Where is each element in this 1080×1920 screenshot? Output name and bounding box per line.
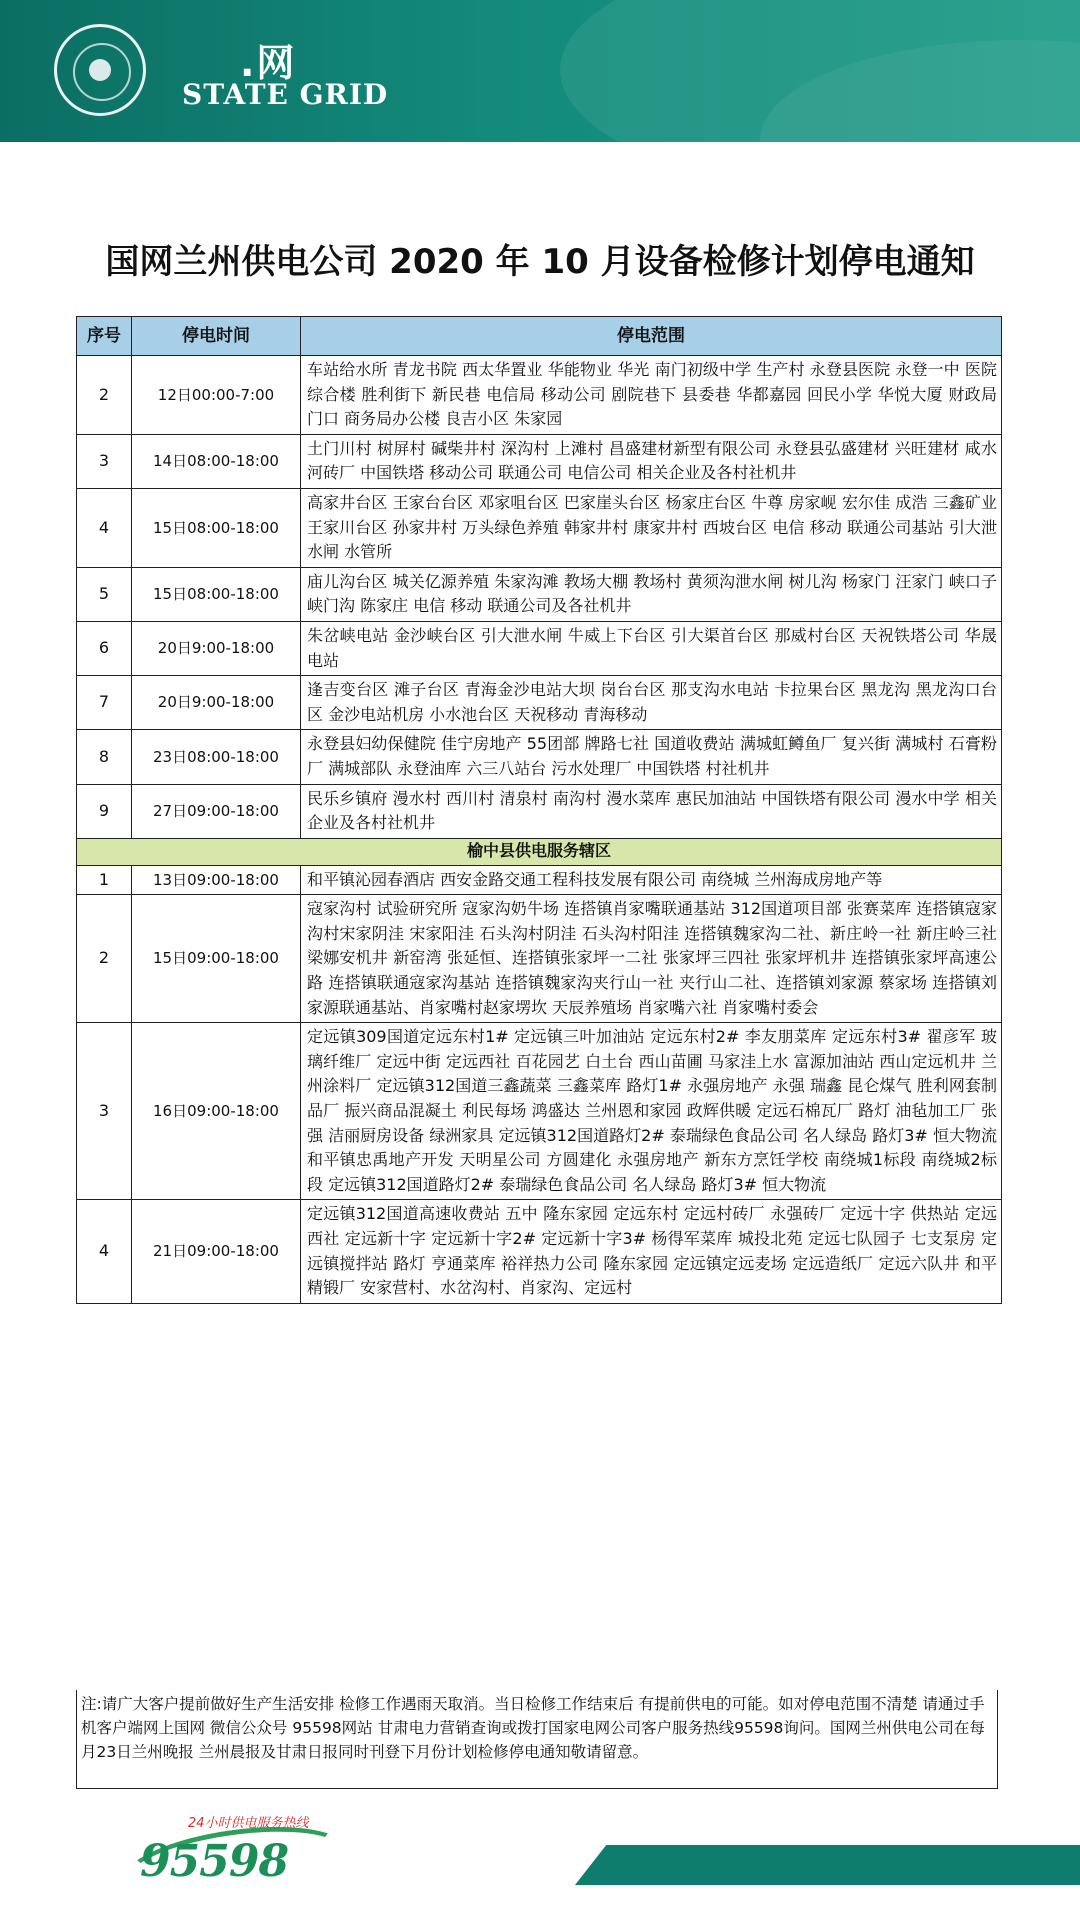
row-scope: 永登县妇幼保健院 佳宁房地产 55团部 牌路七社 国道收费站 满城虹鳟鱼厂 复兴街 满城村 石膏粉厂 满城部队 永登油库 六三八站台 污水处理厂 中国铁塔 村社机井 xyxy=(301,730,1002,784)
row-number: 3 xyxy=(77,1023,132,1200)
table-row xyxy=(77,621,1002,675)
page-title: 国网兰州供电公司 2020 年 10 月设备检修计划停电通知 xyxy=(105,242,975,282)
table-row xyxy=(77,567,1002,621)
row-number: 2 xyxy=(77,895,132,1023)
table-body-main xyxy=(77,356,1002,839)
row-scope: 车站给水所 青龙书院 西太华置业 华能物业 华光 南门初级中学 生产村 永登县医院 永登一中 医院综合楼 胜利街下 新民巷 电信局 移动公司 剧院巷下 县委巷 华都嘉园 回民小学 华悦大厦 财政局门口 商务局办公楼 良吉小区 朱家园 xyxy=(301,356,1002,435)
section-title: 榆中县供电服务辖区 xyxy=(77,838,1002,865)
header-scope: 停电范围 xyxy=(301,317,1002,356)
row-number: 1 xyxy=(77,865,132,895)
row-number: 7 xyxy=(77,676,132,730)
header-time: 停电时间 xyxy=(132,317,301,356)
row-number: 2 xyxy=(77,356,132,435)
row-number: 6 xyxy=(77,621,132,675)
table-row xyxy=(77,676,1002,730)
table-row xyxy=(77,865,1002,895)
table-row xyxy=(77,730,1002,784)
header-banner xyxy=(0,0,1080,142)
row-scope: 高家井台区 王家台台区 邓家咀台区 巴家崖头台区 杨家庄台区 牛尊 房家岘 宏尔佳 成浩 三鑫矿业 王家川台区 孙家井村 万头绿色养殖 韩家井村 康家井村 西坡台区 电信 移动 联通公司基站 引大泄水闸 水管所 xyxy=(301,488,1002,567)
row-scope: 庙儿沟台区 城关亿源养殖 朱家沟滩 教场大棚 教场村 黄须沟泄水闸 树儿沟 杨家门 汪家门 峡口子 峡门沟 陈家庄 电信 移动 联通公司及各社机井 xyxy=(301,567,1002,621)
section-row xyxy=(77,838,1002,865)
notice-note: 注:请广大客户提前做好生产生活安排 检修工作遇雨天取消。当日检修工作结束后 有提前供电的可能。如对停电范围不清楚 请通过手机客户端网上国网 微信公众号 95598网站 甘肃电力营销查询或拨打国家电网公司客户服务热线95598询问。国网兰州供电公司在每月23日兰州晚报 兰州晨报及甘肃日报同时刊登下月份计划检修停电通知敬请留意。 xyxy=(76,1690,998,1789)
table-header-row xyxy=(77,317,1002,356)
row-number: 9 xyxy=(77,784,132,838)
table-row xyxy=(77,1023,1002,1200)
row-time: 14日08:00-18:00 xyxy=(132,434,301,488)
brand-name-cn: .网 xyxy=(240,41,297,85)
row-time: 20日9:00-18:00 xyxy=(132,621,301,675)
row-time: 15日08:00-18:00 xyxy=(132,567,301,621)
outage-table xyxy=(76,316,1002,1304)
row-time: 12日00:00-7:00 xyxy=(132,356,301,435)
row-number: 5 xyxy=(77,567,132,621)
row-time: 21日09:00-18:00 xyxy=(132,1200,301,1303)
row-time: 27日09:00-18:00 xyxy=(132,784,301,838)
row-time: 15日09:00-18:00 xyxy=(132,895,301,1023)
header-no: 序号 xyxy=(77,317,132,356)
row-scope: 定远镇309国道定远东村1# 定远镇三叶加油站 定远东村2# 李友朋菜库 定远东村3# 翟彦军 玻璃纤维厂 定远中街 定远西社 百花园艺 白土台 西山苗圃 马家洼上水 富源加油站 西山定远机井 兰州涂料厂 定远镇312国道三鑫蔬菜 三鑫菜库 路灯1# 永强房地产 永强 瑞鑫 昆仑煤气 胜利网套制品厂 振兴商品混凝土 利民每场 鸿盛达 兰州恩和家园 政辉供暖 定远石棉瓦厂 路灯 油毡加工厂 张强 洁丽厨房设备 绿洲家具 定远镇312国道路灯2# 泰瑞绿色食品公司 名人绿岛 路灯3# 恒大物流 和平镇忠禹地产开发 天明星公司 方圆建化 永强房地产 新东方烹饪学校 南绕城1标段 南绕城2标段 定远镇312国道路灯2# 泰瑞绿色食品公司 名人绿岛 路灯3# 恒大物流 xyxy=(301,1023,1002,1200)
row-time: 13日09:00-18:00 xyxy=(132,865,301,895)
table-row xyxy=(77,1200,1002,1303)
hotline-slogan: 24小时供电服务热线 xyxy=(188,1816,309,1831)
row-scope: 定远镇312国道高速收费站 五中 隆东家园 定远东村 定远村砖厂 永强砖厂 定远十字 供热站 定远西社 定远新十字 定远新十字2# 定远新十字3# 杨得军菜库 城投北苑 定远七队园子 七支泵房 定远镇搅拌站 路灯 亨通菜库 裕祥热力公司 隆东家园 定远镇定远麦场 定远造纸厂 定远六队井 和平精锻厂 安家营村、水岔沟村、肖家沟、定远村 xyxy=(301,1200,1002,1303)
hotline-logo xyxy=(118,1806,348,1892)
row-scope: 土门川村 树屏村 碱柴井村 深沟村 上滩村 昌盛建材新型有限公司 永登县弘盛建材 兴旺建材 咸水河砖厂 中国铁塔 移动公司 联通公司 电信公司 相关企业及各村社机井 xyxy=(301,434,1002,488)
row-scope: 寇家沟村 试验研究所 寇家沟奶牛场 连搭镇肖家嘴联通基站 312国道项目部 张赛菜库 连搭镇寇家沟村宋家阴洼 宋家阳洼 石头沟村阴洼 石头沟村阳洼 连搭镇魏家沟二社、新庄岭一社 新庄岭三社 梁娜安机井 新窑湾 张延恒、连搭镇张家坪一二社 张家坪三四社 张家坪机井 连搭镇张家坪高速公路 连搭镇联通寇家沟基站 连搭镇魏家沟夹行山一社 夹行山二社、连搭镇刘家源 蔡家场 连搭镇刘家源联通基站、肖家嘴村赵家塄坎 天辰养殖场 肖家嘴六社 肖家嘴村委会 xyxy=(301,895,1002,1023)
table-row xyxy=(77,434,1002,488)
footer-stripe xyxy=(575,1845,1080,1885)
row-scope: 和平镇沁园春酒店 西安金路交通工程科技发展有限公司 南绕城 兰州海成房地产等 xyxy=(301,865,1002,895)
row-number: 8 xyxy=(77,730,132,784)
state-grid-logo xyxy=(54,24,146,116)
row-number: 4 xyxy=(77,488,132,567)
row-time: 16日09:00-18:00 xyxy=(132,1023,301,1200)
row-number: 4 xyxy=(77,1200,132,1303)
row-scope: 逢吉变台区 滩子台区 青海金沙电站大坝 岗台台区 那支沟水电站 卡拉果台区 黑龙沟 黑龙沟口台区 金沙电站机房 小水池台区 天祝移动 青海移动 xyxy=(301,676,1002,730)
row-scope: 朱岔峡电站 金沙峡台区 引大泄水闸 牛威上下台区 引大渠首台区 那威村台区 天祝铁塔公司 华晟电站 xyxy=(301,621,1002,675)
row-time: 20日9:00-18:00 xyxy=(132,676,301,730)
table-row xyxy=(77,895,1002,1023)
brand-name-en: STATE GRID xyxy=(182,78,389,111)
table-row xyxy=(77,784,1002,838)
table-row xyxy=(77,356,1002,435)
row-scope: 民乐乡镇府 漫水村 西川村 清泉村 南沟村 漫水菜库 惠民加油站 中国铁塔有限公司 漫水中学 相关企业及各村社机井 xyxy=(301,784,1002,838)
row-time: 23日08:00-18:00 xyxy=(132,730,301,784)
hotline-number: 95598 xyxy=(140,1836,289,1887)
table-body-yuzhong xyxy=(77,865,1002,1303)
row-time: 15日08:00-18:00 xyxy=(132,488,301,567)
row-number: 3 xyxy=(77,434,132,488)
table-row xyxy=(77,488,1002,567)
